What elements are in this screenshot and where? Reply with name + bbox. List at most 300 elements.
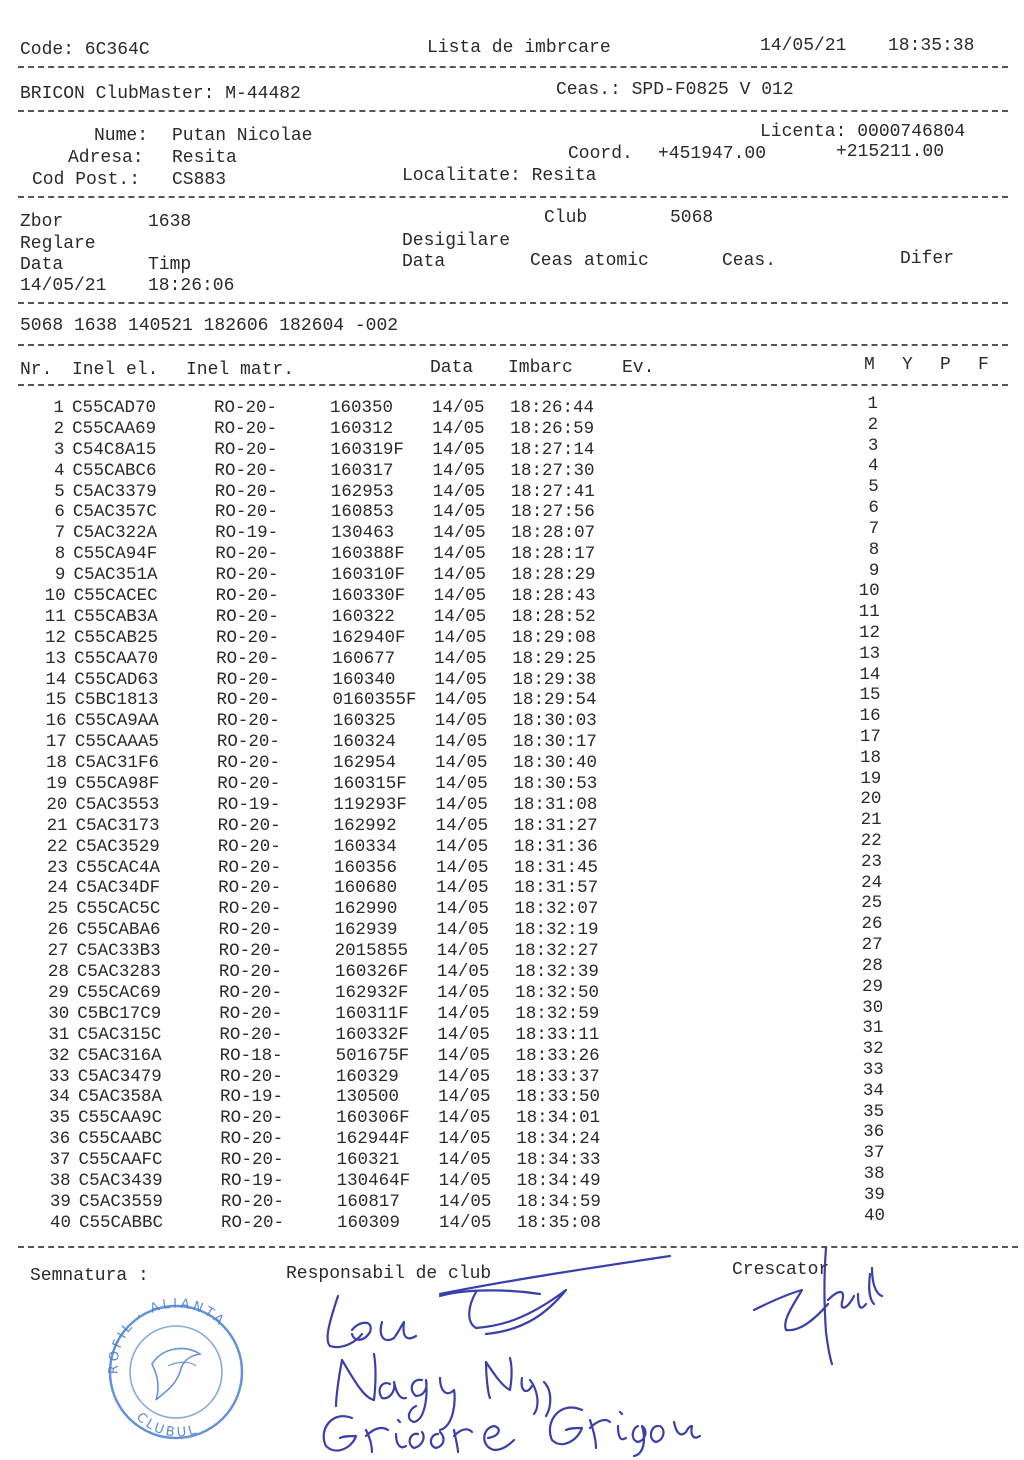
arrival-date: 14/05 [433,523,486,544]
ring-prefix: RO-20- [221,1212,285,1233]
ring-prefix: RO-20- [218,962,282,983]
rank-m: 3 [867,435,879,456]
row-number: 40 [50,1212,72,1233]
ring-number: 160350 [330,398,394,418]
breeder-signature-label: Crescator [732,1260,830,1280]
arrival-time: 18:32:50 [515,982,600,1003]
ring-prefix: RO-20- [219,1003,283,1024]
arrival-time: 18:29:38 [512,669,597,690]
coord-label: Coord. [568,144,633,164]
ring-prefix: RO-20- [217,753,281,774]
rank-m: 18 [860,747,882,768]
arrival-date: 14/05 [432,398,485,418]
ring-prefix: RO-20- [216,669,280,690]
ring-electronic: C5AC3439 [78,1170,163,1191]
ring-number: 160317 [330,460,394,481]
license-number: Licenta: 0000746804 [760,122,966,142]
arrival-time: 18:33:50 [515,1087,600,1108]
ring-electronic: C5AC3479 [77,1066,162,1087]
rank-m: 11 [858,602,880,623]
system-label: BRICON ClubMaster: M-44482 [20,84,301,104]
ring-prefix: RO-20- [218,878,282,899]
row-number: 10 [44,586,66,607]
arrival-time: 18:33:26 [515,1045,600,1066]
ring-number: 162932F [335,982,409,1003]
ring-number: 160310F [331,565,405,586]
arrival-date: 14/05 [439,1212,492,1233]
rank-m: 29 [862,976,884,997]
arrival-time: 18:34:59 [516,1191,601,1212]
rank-m: 40 [864,1205,886,1226]
row-number: 35 [49,1108,71,1129]
divider [18,384,1008,386]
arrival-time: 18:32:07 [514,899,599,920]
ring-prefix: RO-20- [215,586,279,607]
club-signatures [290,1250,730,1460]
row-number: 11 [44,606,66,627]
ring-prefix: RO-20- [220,1129,284,1150]
arrival-date: 14/05 [436,878,489,899]
row-number: 19 [46,774,68,795]
arrival-date: 14/05 [432,502,486,523]
ring-electronic: C5AC31F6 [75,753,160,774]
rank-m: 33 [862,1059,884,1080]
ring-electronic: C55CABA6 [76,920,161,941]
rank-m: 12 [858,622,880,643]
rank-m: 34 [862,1080,884,1101]
row-number: 13 [45,648,67,669]
rank-m: 17 [859,726,881,747]
ring-electronic: C5AC3553 [75,794,160,815]
ring-number: 160326F [334,962,409,983]
row-number: 36 [49,1129,71,1150]
arrival-time: 18:31:27 [513,815,598,836]
ring-electronic: C55CAC69 [77,982,162,1003]
ring-electronic: C55CAD70 [72,398,157,418]
arrival-date: 14/05 [436,920,490,941]
row-number: 8 [54,544,66,565]
ring-number: 119293F [333,794,407,815]
row-number: 22 [46,836,68,857]
arrival-date: 14/05 [433,606,487,627]
ring-number: 160321 [336,1150,400,1171]
arrival-time: 18:34:33 [516,1150,601,1171]
rank-m: 37 [863,1143,885,1164]
arrival-date: 14/05 [436,899,489,920]
arrival-time: 18:33:37 [515,1066,600,1087]
arrival-date: 14/05 [433,544,486,565]
col-header-nr: Nr. [20,360,53,380]
postal-label: Cod Post.: [32,170,141,190]
arrival-date: 14/05 [438,1191,492,1212]
arrival-date: 14/05 [438,1150,491,1171]
arrival-time: 18:32:39 [514,962,599,983]
ring-prefix: RO-20- [217,857,281,878]
ring-electronic: C55CA94F [73,544,158,565]
code-label: Code: 6C364C [20,40,150,60]
ring-electronic: C54C8A15 [72,439,157,460]
ring-number: 130463 [331,523,395,544]
rank-m: 16 [859,706,881,727]
postal-code: CS883 [172,170,227,190]
arrival-date: 14/05 [436,941,490,962]
ring-prefix: RO-20- [219,1066,283,1087]
document-title: Lista de imbrcare [427,38,611,58]
rank-m: 31 [862,1018,884,1039]
row-number: 28 [47,962,69,983]
coord-lon: +215211.00 [836,142,945,162]
ring-number: 162990 [334,899,398,920]
ring-number: 160677 [332,648,396,669]
row-number: 9 [54,565,66,586]
ring-prefix: RO-19- [220,1170,284,1191]
ring-electronic: C55CAA70 [74,648,159,669]
ring-electronic: C55CAA9C [78,1108,163,1129]
rank-m: 24 [861,872,883,893]
arrival-date: 14/05 [432,439,485,460]
ring-number: 0160355F [332,690,417,711]
rank-m: 26 [861,914,883,935]
rank-m: 25 [861,893,883,914]
ring-number: 162954 [333,753,397,774]
arrival-time: 18:29:08 [511,627,596,648]
time-label: Timp [148,255,192,275]
ring-prefix: RO-19- [217,794,281,815]
ring-prefix: RO-20- [220,1108,284,1129]
rank-m: 6 [868,498,879,519]
arrival-date: 14/05 [437,1024,490,1045]
ring-prefix: RO-20- [214,502,278,523]
flight-summary: 5068 1638 140521 182606 182604 -002 [20,316,399,336]
arrival-date: 14/05 [433,627,487,648]
rank-m: 23 [860,851,882,872]
ring-prefix: RO-20- [220,1191,284,1212]
ring-electronic: C5BC1813 [74,690,159,711]
ring-prefix: RO-20- [215,606,279,627]
club-stamp [96,1296,256,1446]
arrival-date: 14/05 [435,857,489,878]
rank-m: 22 [860,831,882,852]
clock-label: Ceas.: SPD-F0825 V 012 [556,80,794,100]
ring-number: 160319F [330,439,404,460]
ring-number: 2015855 [334,941,409,962]
ring-electronic: C55CABC6 [72,460,157,481]
ring-electronic: C5AC322A [73,523,158,544]
row-number: 32 [48,1045,70,1066]
arrival-time: 18:32:27 [514,941,599,962]
arrival-table [0,394,1024,1234]
rank-m: 32 [862,1039,884,1060]
ring-electronic: C5AC316A [77,1045,162,1066]
reglare-date: 14/05/21 [20,276,107,296]
arrival-date: 14/05 [436,962,490,983]
date-label-2: Data [402,252,446,272]
arrival-time: 18:27:56 [510,502,595,523]
row-number: 33 [48,1066,70,1087]
row-number: 26 [47,920,69,941]
row-number: 31 [48,1024,70,1045]
print-date: 14/05/21 [760,36,847,56]
arrival-time: 18:27:41 [510,481,595,502]
ring-number: 162944F [336,1129,410,1150]
row-number: 15 [45,690,67,711]
row-number: 25 [47,899,69,920]
rank-m: 39 [863,1184,885,1205]
ring-prefix: RO-19- [215,523,279,544]
rank-m: 8 [868,539,880,560]
ring-prefix: RO-20- [217,836,281,857]
ring-prefix: RO-20- [214,418,278,439]
ring-number: 160312 [330,418,394,439]
rank-m: 36 [863,1122,885,1143]
rank-m: 13 [859,643,881,664]
rank-m: 21 [860,810,882,831]
row-number: 17 [45,732,67,753]
ring-prefix: RO-20- [214,481,278,502]
ring-number: 160388F [331,544,405,565]
club-responsible-label: Responsabil de club [286,1264,492,1284]
arrival-date: 14/05 [433,565,486,586]
ring-electronic: C5AC33B3 [76,941,161,962]
row-number: 29 [48,982,70,1003]
ring-prefix: RO-20- [215,627,279,648]
ring-prefix: RO-20- [216,648,280,669]
ring-electronic: C55CA98F [75,774,160,795]
ring-electronic: C55CABBC [79,1212,164,1233]
rank-m: 1 [867,394,878,414]
arrival-time: 18:26:59 [510,418,595,439]
divider [18,110,1008,112]
arrival-time: 18:30:53 [513,774,598,795]
date-label: Data [20,255,64,275]
col-header-data: Data [430,358,474,378]
ring-number: 162940F [331,627,406,648]
arrival-time: 18:34:24 [516,1129,601,1150]
ring-electronic: C5AC3379 [72,481,157,502]
arrival-date: 14/05 [435,794,488,815]
club-label: Club [544,208,588,228]
reglare-label: Reglare [20,234,96,254]
arrival-time: 18:28:07 [511,523,596,544]
flight-label: Zbor [20,212,64,232]
ring-electronic: C55CAB3A [73,606,158,627]
rank-m: 38 [863,1164,885,1184]
ring-electronic: C5AC3559 [78,1191,163,1212]
arrival-time: 18:30:40 [513,753,598,774]
ring-electronic: C5AC357C [72,502,157,523]
ring-electronic: C5BC17C9 [77,1003,162,1024]
ring-prefix: RO-20- [214,398,278,418]
ring-prefix: RO-20- [214,460,278,481]
breeder-name: Putan Nicolae [172,126,313,146]
ring-electronic: C55CA9AA [74,711,159,732]
col-header-inel-el: Inel el. [72,360,159,380]
col-header-ev: Ev. [622,358,655,378]
arrival-date: 14/05 [434,690,488,711]
arrival-time: 18:28:43 [511,586,596,607]
ring-electronic: C55CAA69 [72,418,157,439]
signature-label: Semnatura : [30,1266,149,1286]
row-number: 39 [49,1191,71,1212]
col-header-inel-matr: Inel matr. [186,360,295,380]
ring-number: 160324 [332,732,396,753]
ring-electronic: C55CAABC [78,1129,163,1150]
ring-electronic: C5AC358A [77,1087,162,1108]
ring-electronic: C5AC3283 [76,962,161,983]
ring-electronic: C5AC34DF [76,878,161,899]
rank-m: 14 [859,664,881,685]
rank-m: 30 [862,997,884,1018]
ring-electronic: C5AC3173 [75,815,160,836]
row-number: 3 [53,439,65,460]
ring-prefix: RO-20- [215,544,279,565]
arrival-time: 18:33:11 [515,1024,600,1045]
locality: Localitate: Resita [402,166,597,186]
col-header-f: F [978,355,989,375]
ring-electronic: C5AC351A [73,565,158,586]
ring-prefix: RO-20- [218,941,282,962]
svg-text:CLUBUL: CLUBUL [133,1409,201,1441]
ring-prefix: RO-20- [219,982,283,1003]
rank-m: 27 [861,935,883,956]
row-number: 20 [46,794,68,815]
col-header-imbarc: Imbarc [508,358,573,378]
ring-prefix: RO-20- [216,690,280,711]
rank-m: 19 [860,768,882,789]
breeder-address: Resita [172,148,237,168]
arrival-date: 14/05 [434,648,487,669]
arrival-time: 18:26:44 [510,398,595,418]
ring-electronic: C55CAC4A [75,857,160,878]
ring-number: 160334 [333,836,397,857]
row-number: 21 [46,815,68,836]
divider [18,66,1008,68]
ring-number: 160311F [335,1003,409,1024]
row-number: 6 [54,502,65,523]
ring-electronic: C55CAC5C [76,899,161,920]
row-number: 38 [49,1170,71,1191]
atomic-clock-label: Ceas atomic [530,251,649,271]
ring-prefix: RO-20- [217,774,281,795]
arrival-time: 18:27:14 [510,439,595,460]
club-number: 5068 [670,208,714,228]
arrival-time: 18:28:17 [511,544,596,565]
ring-number: 160356 [333,857,397,878]
col-header-y: Y [902,355,913,375]
row-number: 4 [54,460,65,481]
arrival-date: 14/05 [433,586,487,607]
flight-number: 1638 [148,212,192,232]
arrival-time: 18:34:49 [516,1170,601,1191]
ring-number: 130500 [335,1087,399,1108]
row-number: 27 [47,941,69,962]
ring-number: 162953 [330,481,394,502]
arrival-time: 18:31:45 [513,857,598,878]
ring-prefix: RO-20- [214,439,278,460]
rank-m: 9 [868,560,880,581]
ring-prefix: RO-20- [220,1150,284,1171]
col-header-m: M [864,355,875,375]
arrival-date: 14/05 [435,753,488,774]
ring-electronic: C55CAB25 [73,627,158,648]
divider [18,196,1008,198]
arrival-time: 18:32:59 [515,1003,600,1024]
divider [18,344,1008,346]
arrival-date: 14/05 [434,732,488,753]
name-label: Nume: [94,126,149,146]
breeder-signature [742,1244,892,1374]
address-label: Adresa: [68,148,144,168]
ring-prefix: RO-20- [219,1024,283,1045]
rank-m: 20 [860,789,882,810]
arrival-date: 14/05 [432,481,486,502]
rank-m: 5 [868,477,879,498]
row-number: 2 [53,418,65,439]
row-number: 14 [45,669,67,690]
arrival-time: 18:28:29 [511,565,596,586]
row-number: 30 [48,1003,70,1024]
row-number: 7 [54,523,66,544]
ring-prefix: RO-20- [218,899,282,920]
col-header-p: P [940,355,951,375]
rank-m: 4 [868,456,879,477]
ring-number: 501675F [335,1045,410,1066]
arrival-date: 14/05 [438,1108,491,1129]
ring-prefix: RO-20- [216,732,280,753]
ring-number: 162992 [333,815,397,836]
ring-number: 160817 [336,1191,400,1212]
difference-label: Difer [900,249,955,269]
row-number: 18 [46,753,68,774]
row-number: 34 [48,1087,70,1108]
ring-electronic: C55CAAA5 [74,732,159,753]
arrival-time: 18:30:17 [512,732,597,753]
arrival-time: 18:28:52 [511,606,596,627]
ring-number: 160330F [331,586,406,607]
arrival-date: 14/05 [437,1066,491,1087]
ring-prefix: RO-18- [219,1045,283,1066]
row-number: 5 [54,481,65,502]
arrival-date: 14/05 [437,1003,490,1024]
ring-number: 160309 [337,1212,401,1233]
ring-number: 130464F [336,1170,411,1191]
ring-number: 160340 [332,669,396,690]
arrival-time: 18:30:03 [512,711,597,732]
arrival-date: 14/05 [437,982,490,1003]
ring-number: 160853 [330,502,394,523]
row-number: 1 [53,398,64,418]
rank-m: 28 [861,955,883,976]
rank-m: 15 [859,685,881,706]
ring-electronic: C55CACEC [73,586,158,607]
arrival-time: 18:34:01 [516,1108,601,1129]
ring-number: 160325 [332,711,396,732]
ring-prefix: RO-19- [219,1087,283,1108]
table-row [7,1205,1024,1234]
row-number: 16 [45,711,67,732]
ring-number: 160322 [331,606,395,627]
arrival-date: 14/05 [437,1087,491,1108]
arrival-date: 14/05 [438,1129,491,1150]
divider [18,302,1008,304]
row-number: 37 [49,1150,71,1171]
arrival-date: 14/05 [435,836,489,857]
ring-number: 160680 [334,878,398,899]
clock-col-label: Ceas. [722,251,777,271]
ring-prefix: RO-20- [217,815,281,836]
rank-m: 35 [863,1101,885,1122]
coord-lat: +451947.00 [658,144,767,164]
